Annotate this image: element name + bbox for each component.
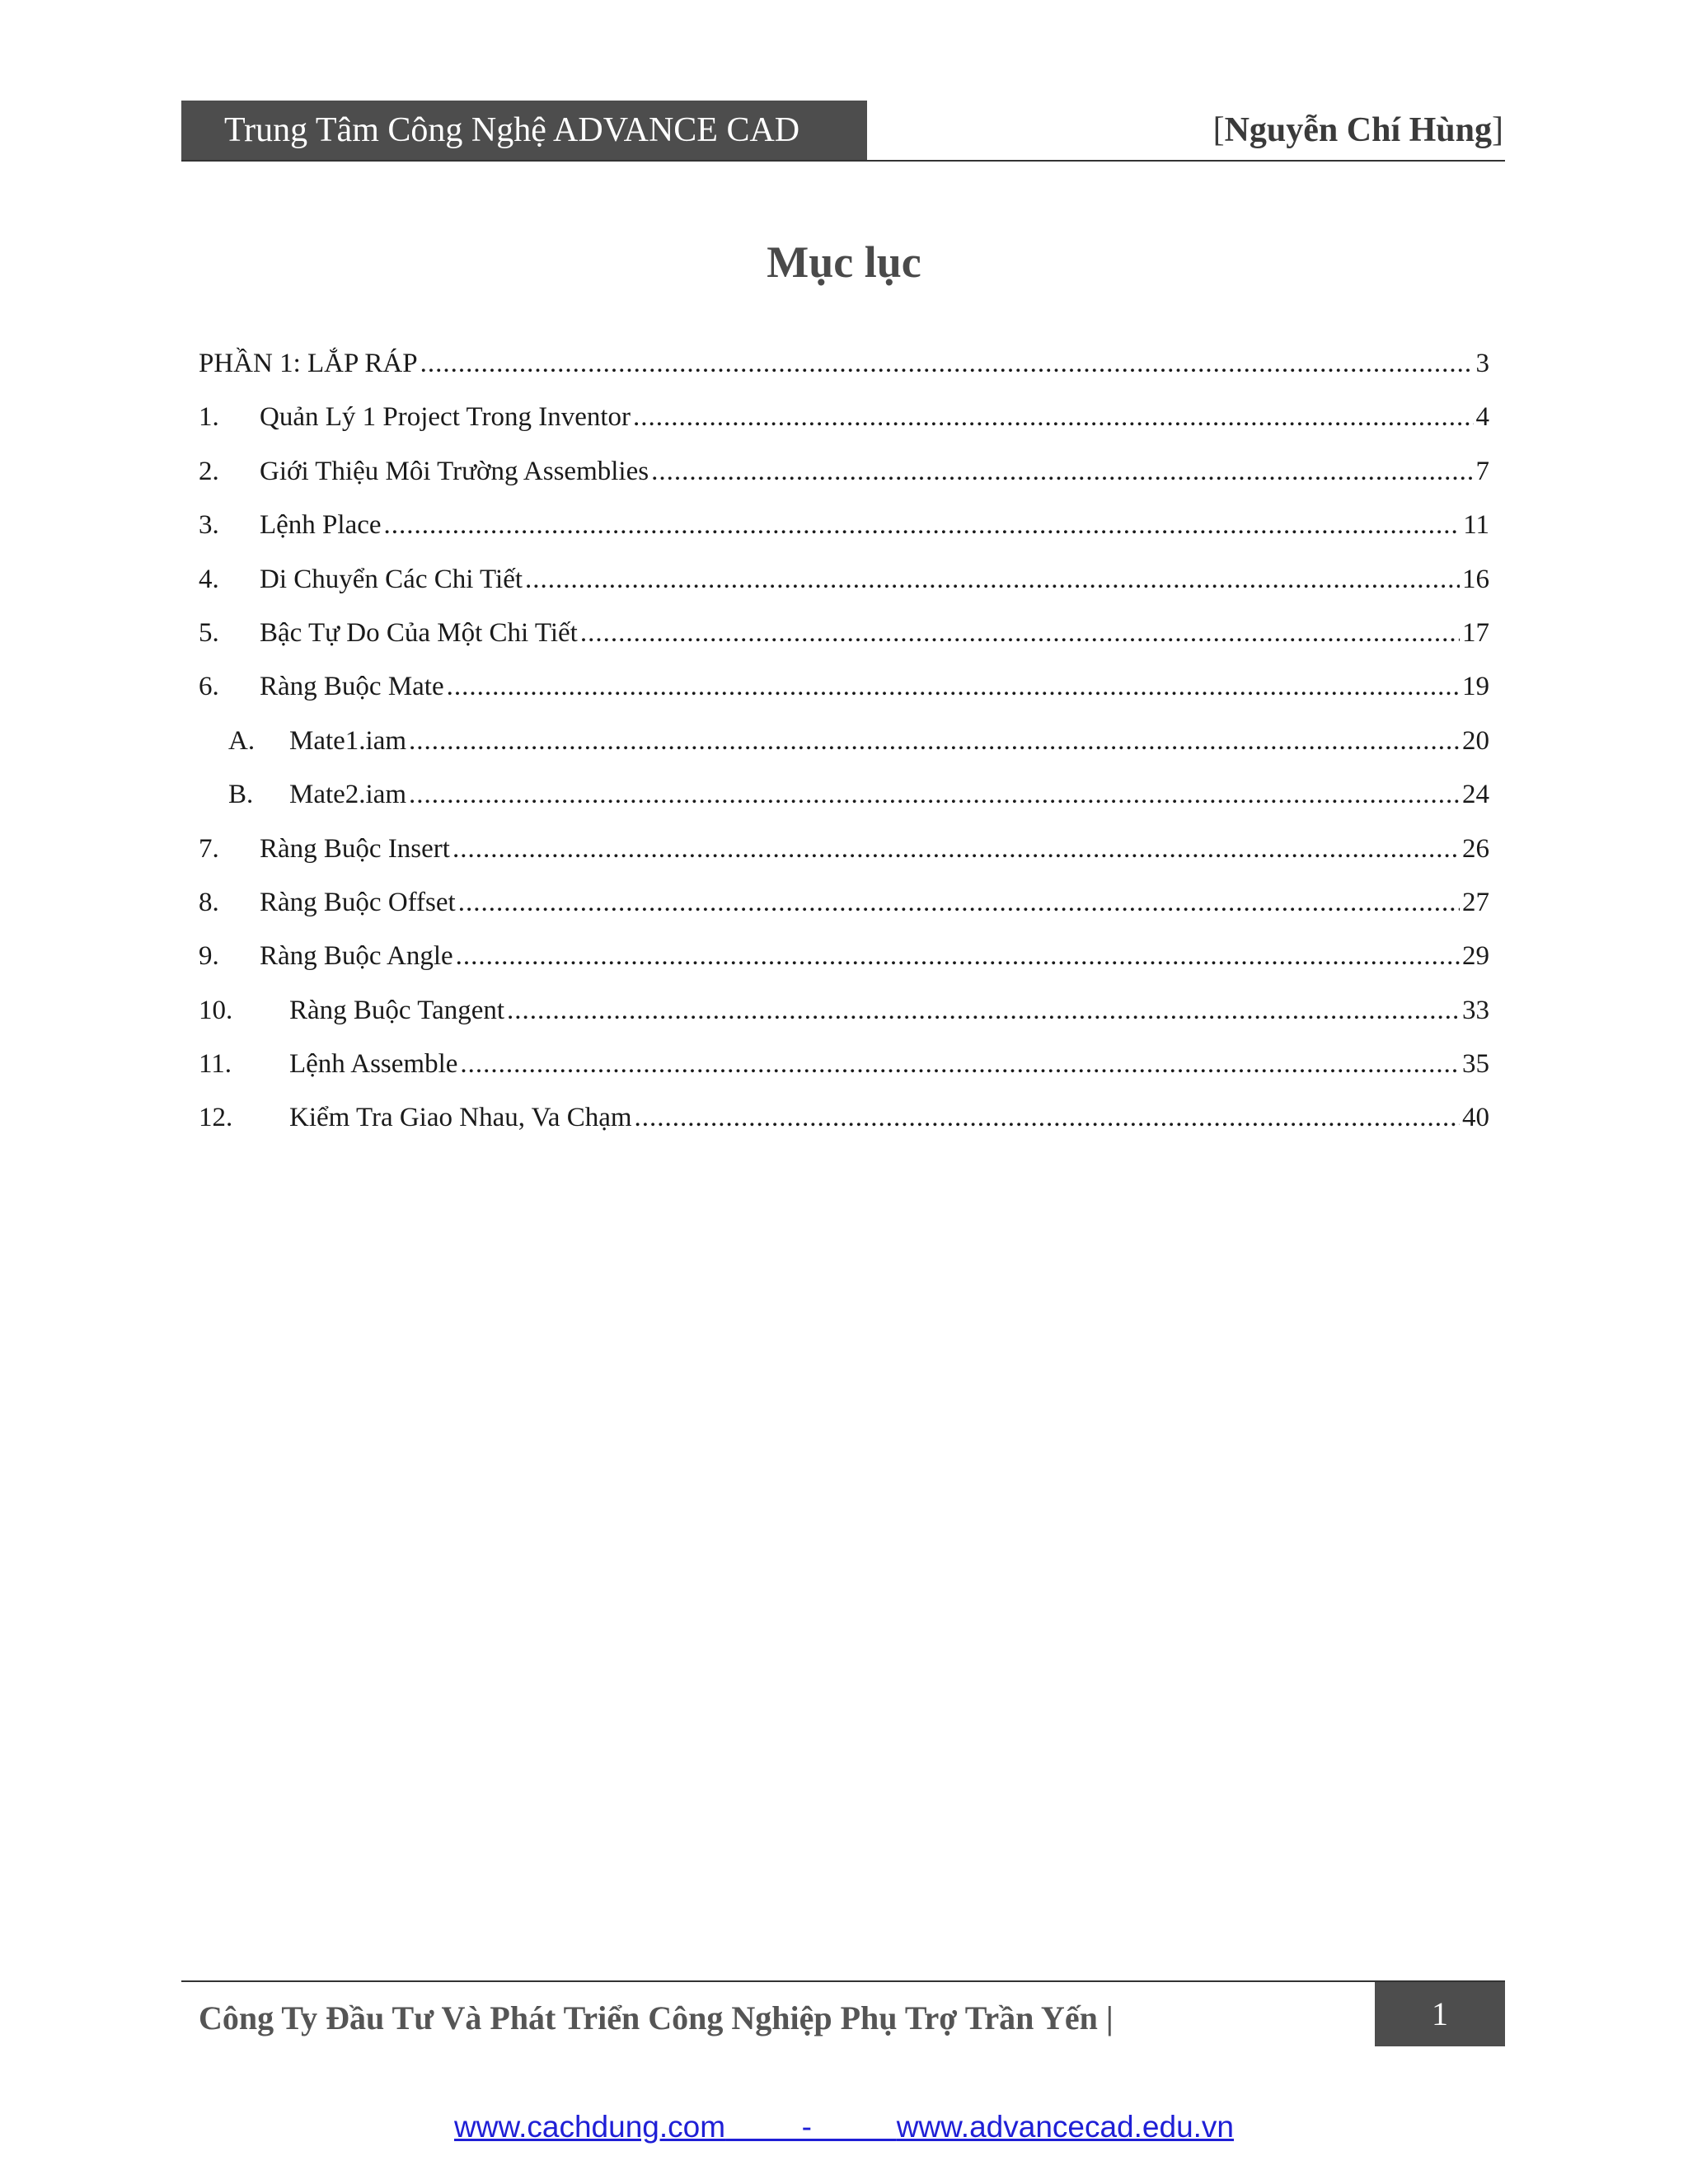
toc-entry[interactable] bbox=[199, 499, 1489, 552]
toc-entry[interactable] bbox=[199, 930, 1489, 983]
header-divider bbox=[181, 160, 1505, 162]
toc-leader-dots bbox=[460, 1038, 1460, 1091]
toc-entry-label: Ràng Buộc Mate bbox=[260, 672, 444, 702]
toc-leader-dots bbox=[633, 391, 1473, 444]
toc-entry-page: 24 bbox=[1462, 780, 1489, 810]
header-author bbox=[1213, 105, 1503, 155]
toc-leader-dots bbox=[409, 715, 1460, 768]
toc-entry-label: Lệnh Place bbox=[260, 510, 382, 541]
toc-entry[interactable] bbox=[199, 445, 1489, 499]
toc-leader-dots bbox=[384, 499, 1461, 552]
toc-entry-number: A. bbox=[228, 725, 256, 756]
footer-divider bbox=[181, 1980, 1505, 1982]
toc-entry-page: 3 bbox=[1475, 349, 1489, 378]
toc-entry-number: 3. bbox=[199, 510, 219, 541]
toc-entry-page: 7 bbox=[1475, 456, 1489, 486]
toc-leader-dots bbox=[409, 768, 1460, 822]
toc-entry-label: Ràng Buộc Tangent bbox=[289, 995, 505, 1025]
toc-entry-number: 8. bbox=[199, 887, 219, 917]
toc-entry-page: 35 bbox=[1462, 1049, 1489, 1080]
toc-entry[interactable] bbox=[199, 1091, 1489, 1145]
link-cachdung[interactable]: www.cachdung.com bbox=[454, 2110, 726, 2144]
toc-leader-dots bbox=[420, 337, 1474, 391]
toc-leader-dots bbox=[456, 930, 1460, 983]
toc-entry[interactable] bbox=[199, 660, 1489, 714]
toc-subentry[interactable] bbox=[199, 715, 1489, 768]
toc-entry-number: 2. bbox=[199, 456, 219, 486]
toc-entry-page: 17 bbox=[1462, 617, 1489, 648]
author-bracket-open: [ bbox=[1212, 111, 1225, 149]
toc-entry-label: Di Chuyển Các Chi Tiết bbox=[260, 564, 523, 594]
toc-entry-page: 19 bbox=[1462, 672, 1489, 702]
toc-leader-dots bbox=[458, 876, 1460, 930]
toc-entry-number: 5. bbox=[199, 617, 219, 648]
link-advancecad[interactable]: www.advancecad.edu.vn bbox=[896, 2110, 1234, 2144]
toc-entry-label: Lệnh Assemble bbox=[289, 1049, 458, 1080]
link-separator: - bbox=[725, 2110, 897, 2144]
toc-entry-label: Mate2.iam bbox=[289, 780, 407, 810]
toc-leader-dots bbox=[651, 445, 1473, 499]
toc-entry-number: 4. bbox=[199, 564, 219, 594]
toc-entry-number: 11. bbox=[199, 1049, 232, 1080]
toc-entry[interactable] bbox=[199, 553, 1489, 607]
toc-entry-label: Mate1.iam bbox=[289, 725, 407, 756]
toc-entry-page: 4 bbox=[1475, 402, 1489, 433]
toc-leader-dots bbox=[447, 660, 1460, 714]
toc-entry-number: 6. bbox=[199, 672, 219, 702]
toc-leader-dots bbox=[635, 1091, 1460, 1145]
toc-entry-number: 1. bbox=[199, 402, 219, 433]
toc-entry-page: 27 bbox=[1462, 887, 1489, 917]
toc-entry-page: 40 bbox=[1462, 1103, 1489, 1133]
toc-entry[interactable] bbox=[199, 876, 1489, 930]
toc-entry-page: 26 bbox=[1462, 833, 1489, 864]
toc-entry[interactable] bbox=[199, 823, 1489, 876]
footer-company-name: Công Ty Đầu Tư Và Phát Triển Công Nghiệp Phụ Trợ Trần Yến | bbox=[199, 1999, 1114, 2036]
toc-entry[interactable] bbox=[199, 1038, 1489, 1091]
page-number: 1 bbox=[1375, 1982, 1505, 2046]
toc-entry-page: 29 bbox=[1462, 941, 1489, 972]
toc-entry[interactable] bbox=[199, 984, 1489, 1038]
table-of-contents bbox=[199, 337, 1489, 1146]
toc-subentry[interactable] bbox=[199, 768, 1489, 822]
toc-entry-label: Giới Thiệu Môi Trường Assemblies bbox=[260, 456, 649, 486]
toc-entry-page: 11 bbox=[1463, 510, 1489, 541]
toc-entry-number: 9. bbox=[199, 941, 219, 972]
toc-entry-number: 12. bbox=[199, 1103, 233, 1133]
toc-entry[interactable] bbox=[199, 607, 1489, 660]
toc-leader-dots bbox=[452, 823, 1460, 876]
toc-entry-number: B. bbox=[228, 780, 254, 810]
header-center-name: Trung Tâm Công Nghệ ADVANCE CAD bbox=[181, 101, 867, 160]
toc-entry-label: Quản Lý 1 Project Trong Inventor bbox=[260, 402, 631, 433]
toc-entry-label: Ràng Buộc Insert bbox=[260, 833, 450, 864]
toc-entry-label: Kiểm Tra Giao Nhau, Va Chạm bbox=[289, 1103, 632, 1133]
toc-entry-page: 33 bbox=[1462, 995, 1489, 1025]
toc-leader-dots bbox=[507, 984, 1460, 1038]
toc-entry-number: 10. bbox=[199, 995, 233, 1025]
toc-entry[interactable] bbox=[199, 391, 1489, 444]
toc-entry-number: 7. bbox=[199, 833, 219, 864]
toc-leader-dots bbox=[525, 553, 1460, 607]
toc-entry-label: Ràng Buộc Offset bbox=[260, 887, 456, 917]
footer-links bbox=[0, 2107, 1688, 2148]
toc-leader-dots bbox=[580, 607, 1460, 660]
toc-entry-label: Ràng Buộc Angle bbox=[260, 941, 453, 972]
toc-entry[interactable] bbox=[199, 337, 1489, 391]
author-bracket-close: ] bbox=[1492, 111, 1503, 149]
author-name: Nguyễn Chí Hùng bbox=[1224, 111, 1492, 149]
toc-entry-label: PHẦN 1: LẮP RÁP bbox=[199, 349, 418, 378]
toc-entry-page: 20 bbox=[1462, 725, 1489, 756]
toc-entry-page: 16 bbox=[1462, 564, 1489, 594]
toc-title: Mục lục bbox=[767, 237, 921, 287]
toc-entry-label: Bậc Tự Do Của Một Chi Tiết bbox=[260, 617, 578, 648]
